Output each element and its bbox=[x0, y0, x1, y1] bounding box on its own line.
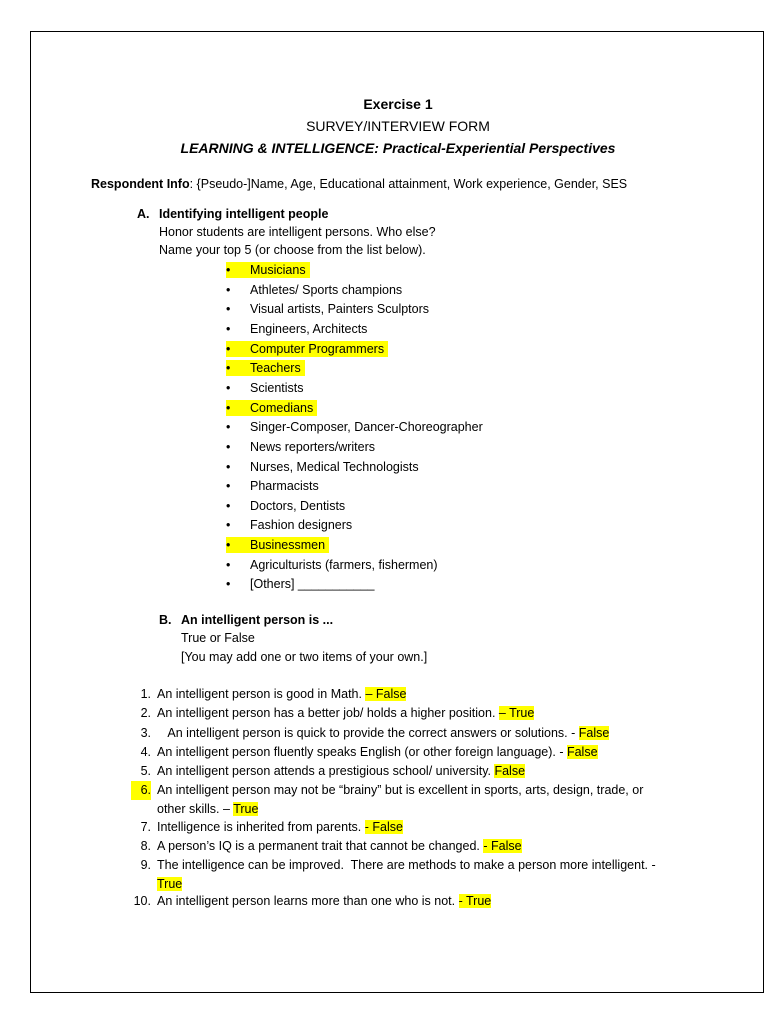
occupation-item bbox=[226, 400, 317, 416]
statement-answer: - False bbox=[364, 820, 403, 834]
statement-answer: – True bbox=[498, 706, 535, 720]
statement-item bbox=[131, 856, 691, 894]
statement-number: 7. bbox=[140, 820, 151, 834]
statement-item bbox=[131, 762, 691, 781]
occupation-label: Visual artists, Painters Sculptors bbox=[250, 302, 430, 317]
statement-answer: True bbox=[157, 876, 183, 891]
section-a-line1: Honor students are intelligent persons. Who else? bbox=[159, 225, 436, 239]
statement-answer: - False bbox=[483, 839, 522, 853]
occupation-label: Comedians bbox=[250, 400, 314, 415]
statement-answer: False bbox=[494, 764, 526, 778]
bullet-glyph: • bbox=[226, 321, 231, 336]
bullet-glyph: • bbox=[226, 538, 231, 553]
section-a-title: Identifying intelligent people bbox=[159, 207, 329, 221]
occupation-label: Scientists bbox=[250, 380, 304, 395]
section-a-line2: Name your top 5 (or choose from the list below). bbox=[159, 243, 426, 257]
statement-text: An intelligent person learns more than one who is not. bbox=[157, 894, 459, 908]
occupation-label: Nurses, Medical Technologists bbox=[250, 459, 419, 474]
form-title: SURVEY/INTERVIEW FORM bbox=[306, 118, 490, 134]
occupation-label: Pharmacists bbox=[250, 479, 319, 494]
respondent-info bbox=[91, 176, 627, 192]
statement-number: 8. bbox=[140, 839, 151, 853]
form-subtitle bbox=[31, 140, 765, 156]
section-b-title: An intelligent person is ... bbox=[181, 613, 334, 627]
statement-number: 4. bbox=[140, 745, 151, 759]
bullet-glyph: • bbox=[226, 420, 231, 435]
statement-item bbox=[131, 892, 691, 911]
respondent-value: : {Pseudo-]Name, Age, Educational attainment, Work experience, Gender, SES bbox=[189, 177, 628, 191]
occupation-item bbox=[226, 537, 329, 553]
statement-text: An intelligent person is quick to provide the correct answers or solutions. - bbox=[157, 726, 579, 740]
section-b-line2: [You may add one or two items of your own.] bbox=[181, 650, 428, 664]
bullet-glyph: • bbox=[226, 459, 231, 474]
statement-item bbox=[131, 724, 691, 743]
statement-item bbox=[131, 743, 691, 762]
occupation-item bbox=[226, 360, 305, 376]
bullet-glyph: • bbox=[226, 282, 231, 297]
statement-item bbox=[131, 704, 691, 723]
statement-text: An intelligent person attends a prestigious school/ university. bbox=[157, 764, 495, 778]
occupation-label: Singer-Composer, Dancer-Choreographer bbox=[250, 420, 483, 435]
statement-item bbox=[131, 837, 691, 856]
statement-text: An intelligent person has a better job/ holds a higher position. bbox=[157, 706, 499, 720]
bullet-glyph: • bbox=[226, 341, 231, 356]
statement-item bbox=[131, 685, 691, 704]
bullet-glyph: • bbox=[226, 361, 231, 376]
subtitle-prefix: LEARNING & INTELLIGENCE bbox=[180, 140, 375, 156]
occupation-label: Computer Programmers bbox=[250, 341, 385, 356]
bullet-glyph: • bbox=[226, 498, 231, 513]
bullet-glyph: • bbox=[226, 400, 231, 415]
section-a-marker: A. bbox=[137, 207, 150, 221]
statement-number: 2. bbox=[140, 706, 151, 720]
occupation-item bbox=[226, 341, 388, 357]
bullet-glyph: • bbox=[226, 577, 231, 592]
statement-answer: False bbox=[566, 745, 598, 759]
occupation-label: Agriculturists (farmers, fishermen) bbox=[250, 557, 438, 572]
occupation-label: [Others] ___________ bbox=[250, 577, 375, 592]
bullet-glyph: • bbox=[226, 263, 231, 277]
statement-text: A person’s IQ is a permanent trait that cannot be changed. bbox=[157, 839, 484, 853]
document-page bbox=[30, 31, 764, 993]
statement-text: Intelligence is inherited from parents. bbox=[157, 820, 365, 834]
subtitle-suffix: : Practical-Experiential Perspectives bbox=[374, 140, 616, 156]
occupation-label: Teachers bbox=[250, 361, 301, 376]
bullet-glyph: • bbox=[226, 302, 231, 317]
statement-number: 1. bbox=[140, 687, 151, 701]
occupation-item bbox=[226, 262, 310, 278]
occupation-label: Doctors, Dentists bbox=[250, 498, 346, 513]
statement-answer: – False bbox=[365, 687, 407, 701]
statement-answer: True bbox=[233, 801, 259, 816]
bullet-glyph: • bbox=[226, 518, 231, 533]
occupation-label: Athletes/ Sports champions bbox=[250, 282, 403, 297]
occupation-label: News reporters/writers bbox=[250, 439, 376, 454]
statement-text: The intelligence can be improved. There are methods to make a person more intelligent. - bbox=[157, 858, 659, 872]
statement-number: 5. bbox=[140, 764, 151, 778]
statement-answer: False bbox=[578, 726, 610, 740]
exercise-heading: Exercise 1 bbox=[363, 96, 433, 112]
statement-number: 10. bbox=[133, 894, 151, 908]
statement-text: An intelligent person fluently speaks English (or other foreign language). - bbox=[157, 745, 567, 759]
statement-answer: - True bbox=[458, 894, 492, 908]
section-b-line1: True or False bbox=[181, 631, 255, 645]
statement-number: 6. bbox=[131, 781, 151, 800]
bullet-glyph: • bbox=[226, 557, 231, 572]
occupation-label: Fashion designers bbox=[250, 518, 353, 533]
statement-item bbox=[131, 781, 691, 819]
occupation-label: Musicians bbox=[250, 263, 306, 277]
statement-number: 9. bbox=[140, 858, 151, 872]
statement-number: 3. bbox=[140, 726, 151, 740]
occupation-label: Engineers, Architects bbox=[250, 321, 368, 336]
bullet-glyph: • bbox=[226, 439, 231, 454]
bullet-glyph: • bbox=[226, 380, 231, 395]
statement-text: An intelligent person is good in Math. bbox=[157, 687, 366, 701]
respondent-label: Respondent Info bbox=[91, 177, 190, 191]
section-b-marker: B. bbox=[159, 613, 172, 627]
occupation-label: Businessmen bbox=[250, 538, 326, 553]
bullet-glyph: • bbox=[226, 479, 231, 494]
statement-text: An intelligent person may not be “brainy” but is excellent in sports, arts, design, trade, or other skills. – bbox=[157, 783, 647, 816]
statement-item bbox=[131, 818, 691, 837]
